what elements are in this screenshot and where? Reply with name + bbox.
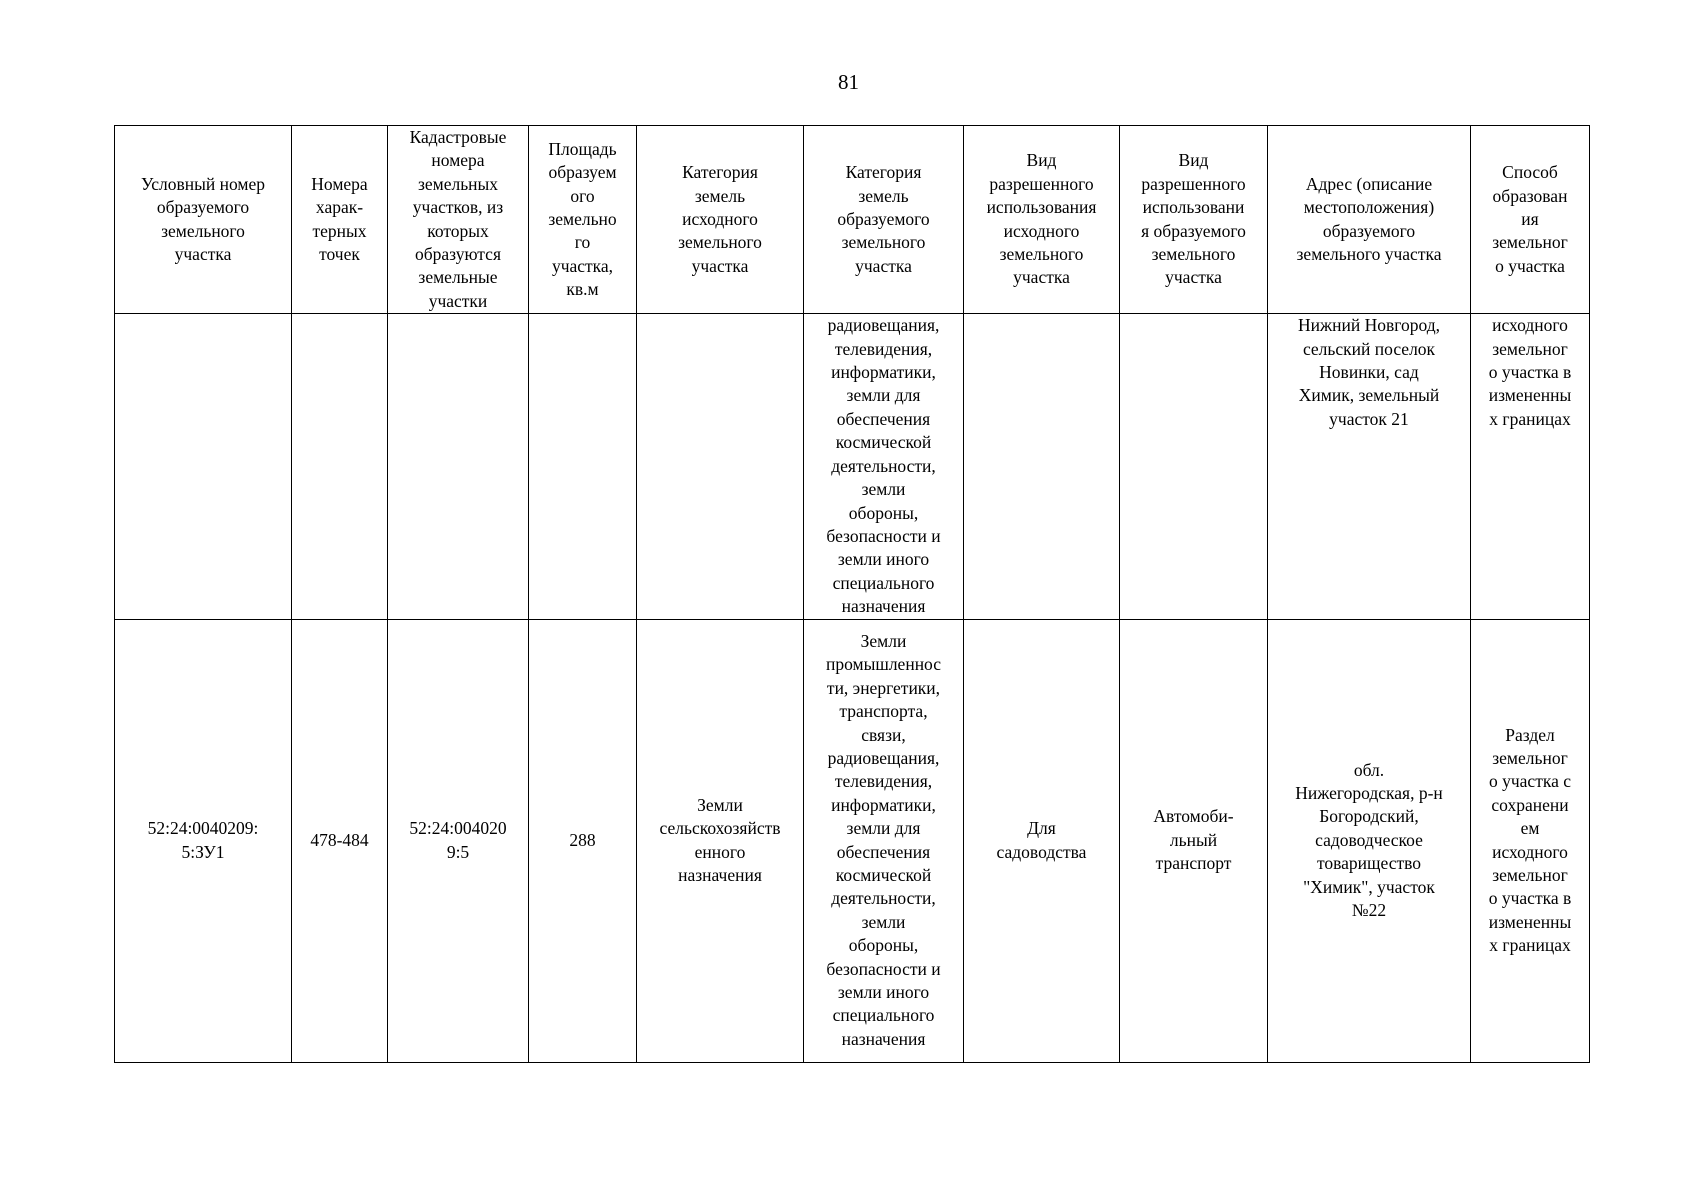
- table-cell: Земли сельскохозяйств енного назначения: [637, 619, 804, 1062]
- header-source-land-category: Категория земель исходного земельного участка: [637, 126, 804, 314]
- header-address: Адрес (описание местоположения) образуемого земельного участка: [1268, 126, 1471, 314]
- table-cell: [115, 314, 292, 619]
- table-cell: Раздел земельног о участка с сохранени ем исходного земельног о участка в измененны х границах: [1471, 619, 1590, 1062]
- header-source-permitted-use: Вид разрешенного использования исходного земельного участка: [964, 126, 1120, 314]
- header-cadastral-numbers: Кадастровые номера земельных участков, из которых образуются земельные участки: [388, 126, 529, 314]
- table-cell: 52:24:0040209: 5:ЗУ1: [115, 619, 292, 1062]
- header-formed-permitted-use: Вид разрешенного использовани я образуемого земельного участка: [1120, 126, 1268, 314]
- table-cell: [637, 314, 804, 619]
- table-cell: Для садоводства: [964, 619, 1120, 1062]
- table-cell: 478-484: [292, 619, 388, 1062]
- table-cell: [388, 314, 529, 619]
- table-cell: обл. Нижегородская, р-н Богородский, садоводческое товарищество "Химик", участок №22: [1268, 619, 1471, 1062]
- table-cell: [292, 314, 388, 619]
- header-area: Площадь образуем ого земельно го участка, кв.м: [529, 126, 637, 314]
- table-cell: 52:24:004020 9:5: [388, 619, 529, 1062]
- land-plot-table: [114, 125, 1590, 1063]
- header-conditional-number: Условный номер образуемого земельного участка: [115, 126, 292, 314]
- table-cell: Земли промышленнос ти, энергетики, транспорта, связи, радиовещания, телевидения, информатики, земли для обеспечения космической деятельности, земли обороны, безопасности и земли иного специального назначения: [804, 619, 964, 1062]
- table-cell: радиовещания, телевидения, информатики, земли для обеспечения космической деятельности, земли обороны, безопасности и земли иного специального назначения: [804, 314, 964, 619]
- page-number: 81: [838, 70, 859, 94]
- table-cell: 288: [529, 619, 637, 1062]
- table-cell: Автомоби- льный транспорт: [1120, 619, 1268, 1062]
- header-formation-method: Способ образован ия земельног о участка: [1471, 126, 1590, 314]
- header-point-numbers: Номера харак- терных точек: [292, 126, 388, 314]
- table-cell: Нижний Новгород, сельский поселок Новинки, сад Химик, земельный участок 21: [1268, 314, 1471, 619]
- table-cell: исходного земельног о участка в измененны х границах: [1471, 314, 1590, 619]
- header-formed-land-category: Категория земель образуемого земельного участка: [804, 126, 964, 314]
- table-row: [115, 314, 1590, 619]
- table-row: [115, 619, 1590, 1062]
- table-cell: [1120, 314, 1268, 619]
- table-cell: [964, 314, 1120, 619]
- table-header-row: [115, 126, 1590, 314]
- table-cell: [529, 314, 637, 619]
